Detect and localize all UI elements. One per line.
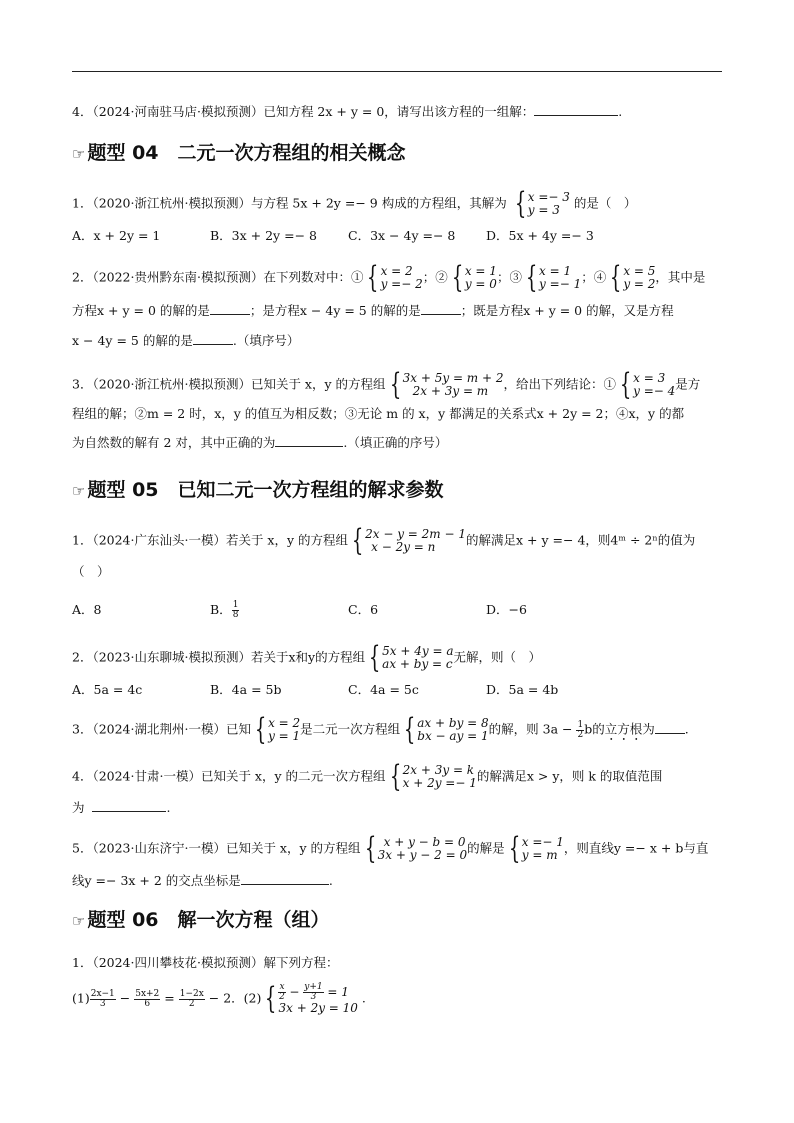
option-a[interactable]: A．8 xyxy=(72,602,102,617)
option-c[interactable]: C．6 xyxy=(348,602,379,617)
numerator: x xyxy=(279,982,285,992)
equation-system: { 2x + 3y = k x + 2y =− 1 xyxy=(389,759,477,794)
equation-row: x = 5 xyxy=(623,264,656,278)
numerator: 1 xyxy=(232,600,239,610)
equation-row: x = 3 xyxy=(633,371,666,385)
s4-q3-line3 xyxy=(72,434,447,452)
question-text: 1．（2024·广东汕头·一模）若关于 x，y 的方程组 xyxy=(72,532,349,548)
denominator: 2 xyxy=(279,992,285,1002)
equation-row: x = 2 xyxy=(268,716,301,730)
equation-row: y = 1 xyxy=(268,729,301,743)
fraction xyxy=(90,990,116,1009)
numerator: 2x−1 xyxy=(90,988,115,999)
question-text: ，给出下列结论：① xyxy=(503,376,617,392)
denominator: 2 xyxy=(577,729,584,740)
section-heading-06 xyxy=(72,908,330,933)
question-text: 1．（2020·浙江杭州·模拟预测）与方程 5x + 2y =− 9 构成的方程组，其解为 xyxy=(72,195,507,211)
option-b[interactable]: B．4a = 5b xyxy=(210,682,282,697)
s4-question-2 xyxy=(72,260,706,295)
question-text: 无解，则（ ） xyxy=(453,649,542,665)
equation-row: x =− 3 xyxy=(527,190,570,204)
period: . xyxy=(361,990,366,1006)
equation-row: y = m xyxy=(521,848,558,862)
question-text: ，则直线y =− x + b与直 xyxy=(563,840,709,856)
answer-blank[interactable] xyxy=(534,103,618,116)
s5-q1-options xyxy=(72,601,624,620)
period: . xyxy=(166,800,171,815)
section-title: 题型 06 解一次方程（组） xyxy=(87,909,330,931)
question-text: ；是方程x − 4y = 5 的解的是 xyxy=(249,303,421,318)
equation-row: x = 1 xyxy=(464,264,497,278)
answer-blank[interactable] xyxy=(193,332,233,345)
pair-3: { x = 1 y =− 1 xyxy=(525,260,582,295)
option-a[interactable]: A．5a = 4c xyxy=(72,682,143,697)
period: . xyxy=(328,873,333,888)
equation-row: 5x + 4y = a xyxy=(382,644,454,658)
header-rule xyxy=(72,71,722,72)
question-text: 是方 xyxy=(675,376,701,392)
section-heading-05 xyxy=(72,478,444,503)
fraction xyxy=(278,983,285,1002)
pair-4: { x = 5 y = 2 xyxy=(610,260,656,295)
question-text: b的 xyxy=(584,721,605,737)
separator: ；② xyxy=(422,269,448,285)
s4-q1-options xyxy=(72,227,624,245)
emphasized-text: 立方根 xyxy=(604,721,643,737)
answer-blank[interactable] xyxy=(655,721,685,734)
pointing-hand-icon: ☞ xyxy=(72,482,86,500)
question-4-top xyxy=(72,103,622,121)
equation-row: x + 2y =− 1 xyxy=(402,776,477,790)
period: . xyxy=(684,721,689,737)
denominator: 3 xyxy=(99,998,106,1009)
period: . xyxy=(618,104,623,119)
answer-blank[interactable] xyxy=(241,872,329,885)
equation-row: 2x + 3y = k xyxy=(402,763,475,777)
question-text: .（填正确的序号） xyxy=(343,435,448,450)
equation-rhs: = 1 xyxy=(323,985,349,999)
question-text: ；既是方程x + y = 0 的解，又是方程 xyxy=(460,303,674,318)
s6-question-1: 1．（2024·四川攀枝花·模拟预测）解下列方程： xyxy=(72,955,339,970)
s4-q3-line2: 程组的解；②m = 2 时，x，y 的值互为相反数；③无论 m 的 x，y 都满足的关系式x + 2y = 2；④x，y 的都 xyxy=(72,406,685,421)
question-text: .（填序号） xyxy=(232,333,300,348)
s4-q2-line3 xyxy=(72,332,299,350)
question-text: 4．（2024·甘肃·一模）已知关于 x，y 的二元一次方程组 xyxy=(72,768,386,784)
question-text: ，其中是 xyxy=(655,269,706,285)
s4-question-3 xyxy=(72,367,701,402)
question-text: 的解是 xyxy=(467,840,505,856)
part-label: (1) xyxy=(72,990,90,1006)
question-text: 2．（2023·山东聊城·模拟预测）若关于x和y的方程组 xyxy=(72,649,366,665)
question-text: 为 xyxy=(72,800,85,815)
denominator: 8 xyxy=(232,610,239,620)
s5-question-1 xyxy=(72,523,696,558)
question-text: 线y =− 3x + 2 的交点坐标是 xyxy=(72,873,241,888)
s5-question-4 xyxy=(72,759,663,794)
equation-row: x = 1 xyxy=(539,264,572,278)
equation-row: 3x + 2y = 10 xyxy=(278,1001,358,1015)
solution-system: { x = 3 y =− 4 xyxy=(619,367,676,402)
question-text: 5．（2023·山东济宁·一模）已知关于 x，y 的方程组 xyxy=(72,840,361,856)
equation-system: { $\frac{x}{2}$ − $\frac{y+1}{3}$ = 1 3x + 2y = 10 xyxy=(265,981,358,1016)
equation-system: { 5x + 4y = a ax + by = c xyxy=(368,640,454,675)
option-label: B． xyxy=(210,602,232,617)
equation-row: y =− 1 xyxy=(539,277,582,291)
numerator: 1−2x xyxy=(179,988,204,999)
section-title: 题型 05 已知二元一次方程组的解求参数 xyxy=(87,479,444,501)
s5-question-2 xyxy=(72,640,542,675)
s5-question-3 xyxy=(72,712,689,747)
answer-paren[interactable]: （ ） xyxy=(72,564,110,579)
equation-row: ax + by = 8 xyxy=(417,716,489,730)
answer-blank[interactable] xyxy=(421,302,461,315)
question-text: 的解满足x > y，则 k 的取值范围 xyxy=(476,768,663,784)
equation-row: 3x + 5y = m + 2 xyxy=(402,371,504,385)
option-c[interactable]: C．4a = 5c xyxy=(348,682,419,697)
equation-row: x = 2 xyxy=(380,264,413,278)
option-d[interactable]: D．−6 xyxy=(486,602,527,617)
equation-system: { 3x + 5y = m + 2 2x + 3y = m xyxy=(389,367,504,402)
equation-row: 3x + y − 2 = 0 xyxy=(377,848,468,862)
equation-row: y = 3 xyxy=(527,203,560,217)
pair-1: { x = 2 y =− 2 xyxy=(367,260,423,295)
option-d[interactable]: D．5x + 4y =− 3 xyxy=(486,228,594,243)
fraction xyxy=(232,601,240,620)
fraction xyxy=(134,990,160,1009)
equation-row: y = 0 xyxy=(464,277,497,291)
separator: ；③ xyxy=(496,269,522,285)
pointing-hand-icon: ☞ xyxy=(72,912,86,930)
numerator: 5x+2 xyxy=(135,988,160,999)
answer-blank[interactable] xyxy=(275,434,343,447)
equation-system: { 2x − y = 2m − 1 x − 2y = n xyxy=(351,523,467,558)
question-text: 的是（ ） xyxy=(573,195,637,211)
s4-question-1 xyxy=(72,186,637,221)
solution-system: { x =− 1 y = m xyxy=(508,831,564,866)
equation-row: x =− 1 xyxy=(521,835,564,849)
equation-row: y =− 4 xyxy=(633,384,676,398)
numerator: 1 xyxy=(577,719,584,730)
question-text: 2．（2022·贵州黔东南·模拟预测）在下列数对中：① xyxy=(72,269,364,285)
question-text: 是二元一次方程组 xyxy=(300,721,401,737)
equation-row: bx − ay = 1 xyxy=(417,729,489,743)
denominator: 6 xyxy=(144,998,151,1009)
question-text: 4．（2024·河南驻马店·模拟预测）已知方程 2x + y = 0，请写出该方程的一组解： xyxy=(72,104,535,119)
operator: − xyxy=(285,985,304,999)
separator: ；④ xyxy=(581,269,607,285)
equation-row: y =− 2 xyxy=(380,277,423,291)
s5-question-5 xyxy=(72,831,709,866)
s4-q2-line2 xyxy=(72,302,674,320)
fraction xyxy=(303,983,323,1002)
fraction xyxy=(179,990,205,1009)
question-text: 3．（2020·浙江杭州·模拟预测）已知关于 x，y 的方程组 xyxy=(72,376,386,392)
equation-row: 2x + 3y = m xyxy=(412,384,489,398)
equation-row: ax + by = c xyxy=(382,657,453,671)
question-text: 方程x + y = 0 的解的是 xyxy=(72,303,210,318)
question-text: 的解满足x + y =− 4，则4ᵐ ÷ 2ⁿ的值为 xyxy=(466,532,696,548)
question-text: 为自然数的解有 2 对，其中正确的为 xyxy=(72,435,276,450)
s5-q4-line2 xyxy=(72,799,170,817)
question-text: − 2．(2) xyxy=(204,990,262,1006)
option-b[interactable] xyxy=(210,601,348,620)
option-d[interactable]: D．5a = 4b xyxy=(486,682,559,697)
operator: − xyxy=(115,990,135,1006)
solution-system: { x = 2 y = 1 xyxy=(254,712,301,747)
operator: = xyxy=(160,990,179,1006)
s5-q5-line2 xyxy=(72,872,333,890)
equation-row xyxy=(278,983,357,1002)
answer-blank[interactable] xyxy=(210,302,250,315)
equation-row: x − 2y = n xyxy=(371,540,436,554)
equation-row: x + y − b = 0 xyxy=(383,835,466,849)
equation-row: 2x − y = 2m − 1 xyxy=(365,527,467,541)
option-a[interactable]: A．x + 2y = 1 xyxy=(72,228,161,243)
answer-blank[interactable] xyxy=(92,799,166,812)
question-text: 的解，则 3a − xyxy=(488,721,577,737)
section-heading-04 xyxy=(72,141,406,166)
pointing-hand-icon: ☞ xyxy=(72,145,86,163)
denominator: 2 xyxy=(188,998,195,1009)
solution-system: { x =− 3 y = 3 xyxy=(514,186,570,221)
pair-2: { x = 1 y = 0 xyxy=(451,260,497,295)
s5-q2-options xyxy=(72,681,624,699)
equation-row: y = 2 xyxy=(623,277,656,291)
equation-system: { x + y − b = 0 3x + y − 2 = 0 xyxy=(364,831,468,866)
equation-system: { ax + by = 8 bx − ay = 1 xyxy=(404,712,489,747)
option-c[interactable]: C．3x − 4y =− 8 xyxy=(348,228,456,243)
option-b[interactable]: B．3x + 2y =− 8 xyxy=(210,228,317,243)
denominator: 3 xyxy=(310,992,317,1002)
numerator: y+1 xyxy=(304,982,323,992)
question-text: 为 xyxy=(642,721,655,737)
s6-equations xyxy=(72,983,366,1015)
question-text: x − 4y = 5 的解的是 xyxy=(72,333,193,348)
question-text: 3．（2024·湖北荆州·一模）已知 xyxy=(72,721,251,737)
section-title: 题型 04 二元一次方程组的相关概念 xyxy=(87,142,406,164)
